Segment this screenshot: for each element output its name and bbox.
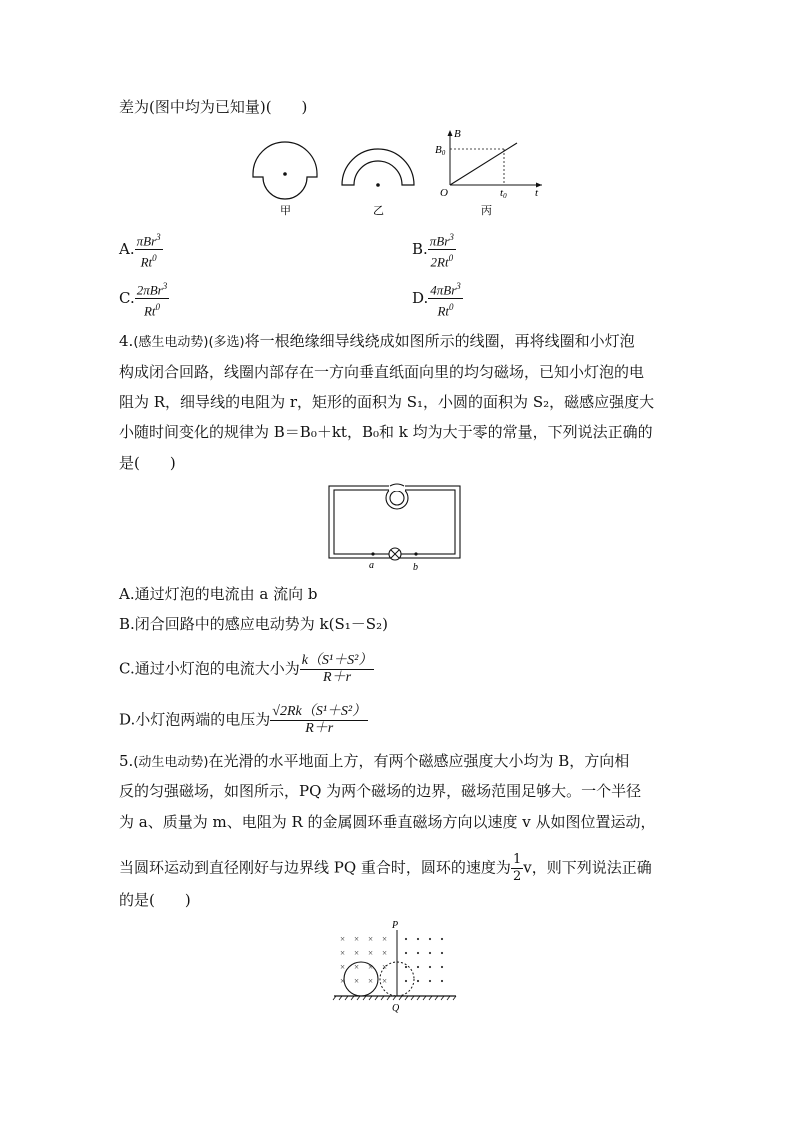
boundary-q-label: Q: [392, 1003, 400, 1014]
q5-line-2: 反的匀强磁场，如图所示，PQ 为两个磁场的边界，磁场范围足够大。一个半径: [119, 782, 642, 800]
svg-text:B0: B0: [435, 144, 446, 157]
figure-bing-graph: [430, 126, 550, 220]
svg-text:×: ×: [340, 948, 346, 958]
q4-option-a[interactable]: A.通过灯泡的电流由 a 流向 b: [119, 585, 318, 603]
q5-line-4: 当圆环运动到直径刚好与边界线 PQ 重合时，圆环的速度为 $\frac{1}{2}$ v，则下列说法正确: [119, 852, 652, 884]
q3-option-c[interactable]: C. $\frac{2\pi Br^3}{Rt^0}$: [119, 278, 169, 320]
svg-text:×: ×: [354, 948, 360, 958]
svg-text:×: ×: [354, 976, 360, 986]
q4-line-1: 4.(感生电动势)(多选)将一根绝缘细导线绕成如图所示的线圈，再将线圈和小灯泡: [119, 332, 635, 350]
boundary-p-label: P: [392, 920, 399, 931]
q4-option-b[interactable]: B.闭合回路中的感应电动势为 k(S₁－S₂): [119, 615, 388, 633]
point-b-label: b: [413, 562, 418, 572]
q4-line-5: 是( ): [119, 454, 176, 472]
q3-option-d[interactable]: D. $\frac{4\pi Br^3}{Rt^0}$: [412, 278, 463, 320]
svg-text:t: t: [535, 187, 539, 199]
svg-text:t0: t0: [500, 187, 507, 200]
svg-text:×: ×: [382, 934, 388, 944]
svg-text:×: ×: [382, 976, 388, 986]
svg-text:×: ×: [368, 976, 374, 986]
q5-line-3: 为 a、质量为 m、电阻为 R 的金属圆环垂直磁场方向以速度 v 从如图位置运动，: [119, 813, 656, 831]
svg-text:×: ×: [382, 948, 388, 958]
svg-text:×: ×: [340, 934, 346, 944]
q4-line-4: 小随时间变化的规律为 B＝B₀＋kt，B₀和 k 均为大于零的常量，下列说法正确的: [119, 423, 653, 441]
point-a-label: a: [369, 560, 374, 571]
svg-text:×: ×: [340, 962, 346, 972]
svg-text:B: B: [454, 128, 461, 140]
q3-option-a[interactable]: A. $\frac{\pi Br^3}{Rt^0}$: [119, 229, 163, 271]
fig-label-yi: 乙: [373, 205, 384, 217]
fig-label-bing: 丙: [481, 205, 492, 217]
svg-text:O: O: [440, 187, 448, 199]
svg-text:×: ×: [340, 976, 346, 986]
q5-line-1: 5.(动生电动势)在光滑的水平地面上方，有两个磁感应强度大小均为 B，方向相: [119, 752, 630, 770]
q4-line-3: 阻为 R，细导线的电阻为 r，矩形的面积为 S₁，小圆的面积为 S₂，磁感应强度大: [119, 393, 655, 411]
svg-text:×: ×: [354, 962, 360, 972]
q5-line-5: 的是( ): [119, 891, 191, 909]
figure-jia: [245, 135, 325, 220]
svg-text:×: ×: [354, 934, 360, 944]
svg-text:×: ×: [368, 934, 374, 944]
q3-option-b[interactable]: B. $\frac{\pi Br^3}{2Rt^0}$: [412, 229, 456, 271]
figure-coil-lamp: [327, 482, 465, 572]
q4-option-d[interactable]: D.小灯泡两端的电压为 $\frac{\text{√2Rk（S¹＋S²）}}{R+r}$: [119, 704, 367, 736]
q4-option-c[interactable]: C.通过小灯泡的电流大小为 $\frac{\text{k（S¹＋S²）}}{R+r}$: [119, 653, 373, 685]
figure-yi: [338, 145, 420, 220]
q3-intro: 差为(图中均为已知量)( ): [119, 98, 308, 116]
q4-line-2: 构成闭合回路，线圈内部存在一方向垂直纸面向里的均匀磁场，已知小灯泡的电: [119, 363, 645, 381]
figure-magnetic-fields: [330, 918, 460, 1016]
fig-label-jia: 甲: [280, 205, 291, 217]
svg-text:×: ×: [368, 962, 374, 972]
svg-text:×: ×: [368, 948, 374, 958]
svg-text:×: ×: [382, 962, 388, 972]
